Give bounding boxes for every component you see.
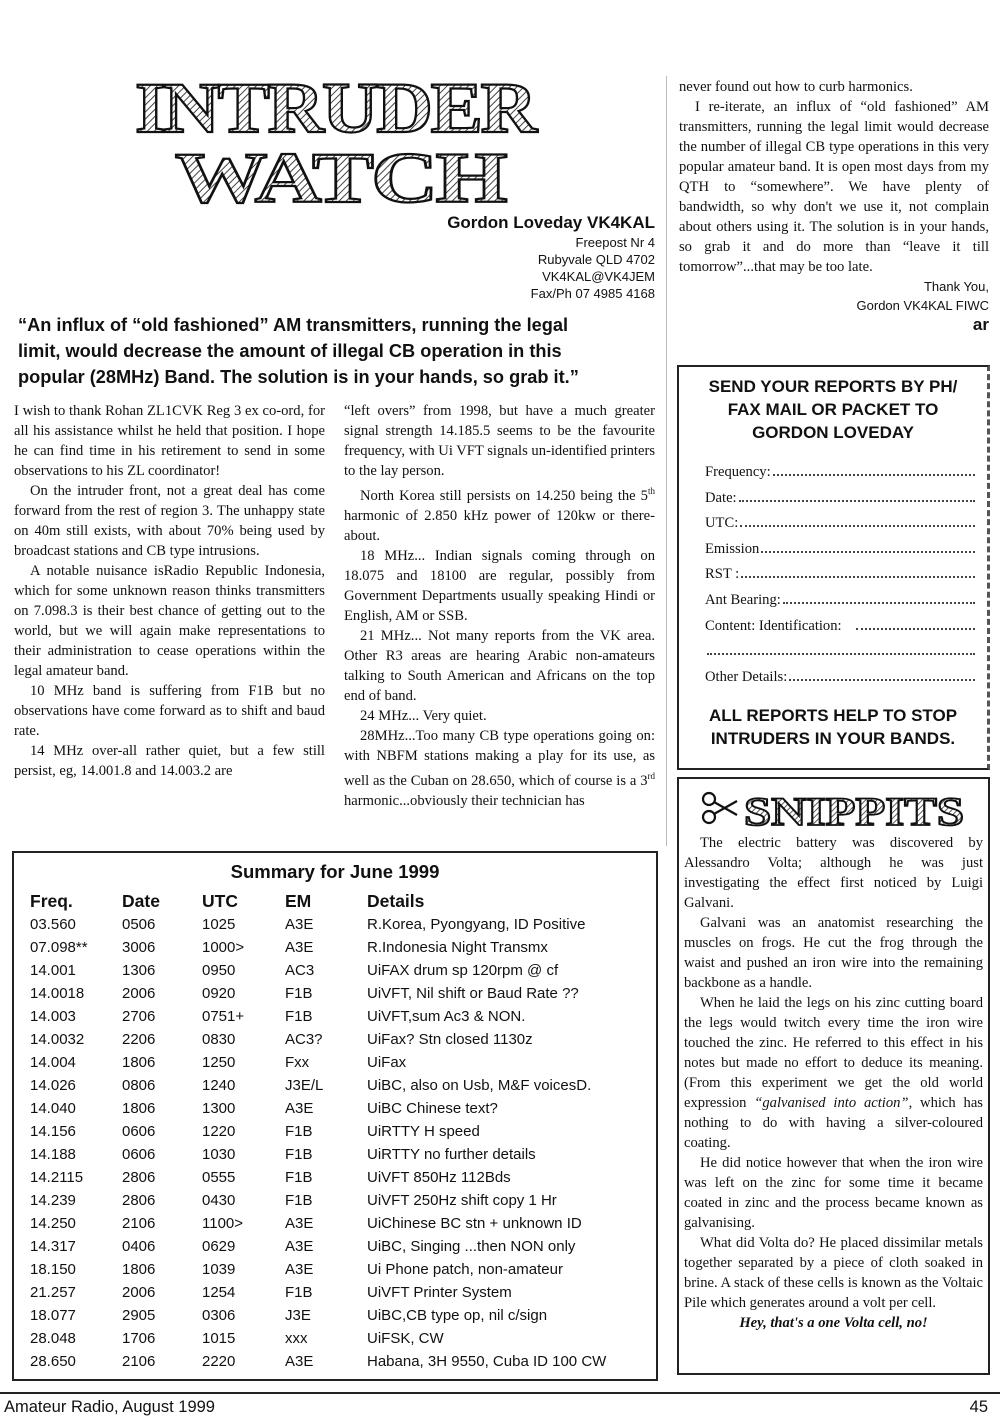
table-cell: F1B xyxy=(285,1169,313,1186)
form-field-frequency: Frequency: xyxy=(705,464,975,490)
snippit-punchline: Hey, that's a one Volta cell, no! xyxy=(739,1315,928,1331)
table-row xyxy=(30,1350,647,1373)
table-row xyxy=(30,1005,647,1028)
article-column-3 xyxy=(679,77,989,335)
article-paragraph: 14 MHz over-all rather quiet, but a few still persist, eg, 14.001.8 and 14.003.2 are xyxy=(14,743,325,779)
table-cell: UiFax xyxy=(367,1054,407,1071)
table-cell: 14.156 xyxy=(30,1123,76,1140)
pull-quote-line: “An influx of “old fashioned” AM transmitters, running the legal xyxy=(18,315,569,335)
table-cell: A3E xyxy=(285,1353,314,1370)
table-row xyxy=(30,1051,647,1074)
table-cell: 0606 xyxy=(122,1123,156,1140)
table-cell: 18.077 xyxy=(30,1307,76,1324)
table-cell: A3E xyxy=(285,1100,314,1117)
table-cell: 03.560 xyxy=(30,916,76,933)
snippits-text xyxy=(684,833,983,1333)
signoff: Gordon VK4KAL FIWC xyxy=(856,298,989,313)
table-cell: UiFAX drum sp 120rpm @ cf xyxy=(367,962,559,979)
summary-table-box xyxy=(12,851,658,1381)
author-block xyxy=(330,212,655,302)
table-row xyxy=(30,1212,647,1235)
column-header: Details xyxy=(367,890,425,911)
table-cell: UiBC,CB type op, nil c/sign xyxy=(367,1307,548,1324)
form-field-other-details: Other Details: xyxy=(705,669,975,695)
table-cell: J3E xyxy=(285,1307,311,1324)
table-cell: UiVFT, Nil shift or Baud Rate ?? xyxy=(367,985,579,1002)
snippit-paragraph: What did Volta do? He placed dissimilar metals together separated by a piece of cloth soaked in brine. A stack of these cells is known as the Voltaic Pile which generates around a volt per cell. xyxy=(684,1235,983,1311)
column-header: UTC xyxy=(202,890,238,911)
table-cell: xxx xyxy=(285,1330,308,1347)
table-cell: UiVFT 250Hz shift copy 1 Hr xyxy=(367,1192,557,1209)
table-row xyxy=(30,1189,647,1212)
table-row xyxy=(30,1097,647,1120)
snippit-paragraph: He did notice however that when the iron wire was left on the zinc for some time it became coated in zinc and the process became known as galvanising. xyxy=(684,1155,983,1231)
table-cell: 14.026 xyxy=(30,1077,76,1094)
table-cell: 0406 xyxy=(122,1238,156,1255)
table-cell: A3E xyxy=(285,916,314,933)
table-row xyxy=(30,1235,647,1258)
table-row xyxy=(30,1304,647,1327)
table-cell: 1706 xyxy=(122,1330,156,1347)
summary-table-body xyxy=(30,913,647,1373)
table-cell: 14.003 xyxy=(30,1008,76,1025)
table-cell: 0920 xyxy=(202,985,236,1002)
column-header: Date xyxy=(122,890,160,911)
table-cell: 1306 xyxy=(122,962,156,979)
table-row xyxy=(30,1028,647,1051)
table-cell: 1039 xyxy=(202,1261,236,1278)
table-cell: 14.250 xyxy=(30,1215,76,1232)
table-cell: UiFSK, CW xyxy=(367,1330,444,1347)
footer-publication: Amateur Radio, August 1999 xyxy=(4,1398,215,1416)
table-cell: 1030 xyxy=(202,1146,236,1163)
pull-quote-line: popular (28MHz) Band. The solution is in your hands, so grab it.” xyxy=(18,367,579,387)
table-cell: 0806 xyxy=(122,1077,156,1094)
report-form-fields xyxy=(705,464,975,694)
table-cell: 1015 xyxy=(202,1330,236,1347)
snippit-paragraph: When he laid the legs on his zinc cutting board the legs would twitch every time the iron wire touched the zinc. He referred to this effect in his notes but made no effort to deduce its meaning. (From this experiment we get the old world expression “galvanised into action”, which has nothing to do with having a silver-coloured coating. xyxy=(684,995,983,1151)
article-paragraph: 10 MHz band is suffering from F1B but no observations have come forward as to shift and baud rate. xyxy=(14,683,325,739)
table-cell: 14.001 xyxy=(30,962,76,979)
table-row xyxy=(30,1281,647,1304)
table-cell: 1806 xyxy=(122,1100,156,1117)
form-field-blank xyxy=(705,643,975,669)
table-cell: 2106 xyxy=(122,1353,156,1370)
column-divider xyxy=(666,76,667,846)
author-name: Gordon Loveday VK4KAL xyxy=(447,213,655,232)
table-cell: 28.048 xyxy=(30,1330,76,1347)
masthead-line1: INTRUDER xyxy=(135,70,539,148)
table-cell: F1B xyxy=(285,1146,313,1163)
snippit-paragraph: The electric battery was discovered by Alessandro Volta; although he was just investigating the effect first noticed by Luigi Galvani. xyxy=(684,835,983,911)
table-row xyxy=(30,913,647,936)
table-cell: Ui Phone patch, non-amateur xyxy=(367,1261,563,1278)
table-cell: 1100> xyxy=(202,1215,244,1232)
table-cell: 1300 xyxy=(202,1100,236,1117)
table-row xyxy=(30,936,647,959)
table-cell: 2220 xyxy=(202,1353,236,1370)
table-cell: UiVFT,sum Ac3 & NON. xyxy=(367,1008,526,1025)
table-cell: 07.098** xyxy=(30,939,88,956)
table-cell: A3E xyxy=(285,939,314,956)
author-email: VK4KAL@VK4JEM xyxy=(542,269,655,284)
table-cell: AC3 xyxy=(285,962,315,979)
table-cell: F1B xyxy=(285,1284,313,1301)
table-cell: 14.317 xyxy=(30,1238,76,1255)
table-cell: 2806 xyxy=(122,1192,156,1209)
table-cell: UiRTTY no further details xyxy=(367,1146,536,1163)
table-cell: 1220 xyxy=(202,1123,236,1140)
author-phone: Fax/Ph 07 4985 4168 xyxy=(530,286,655,301)
table-cell: F1B xyxy=(285,985,313,1002)
table-cell: A3E xyxy=(285,1215,314,1232)
table-header-row xyxy=(30,889,647,913)
article-paragraph: On the intruder front, not a great deal has come forward from the rest of region 3. The unhappy state on 40m still exists, with about 70% being used by broadcast stations and CB type intrusions. xyxy=(14,483,325,559)
table-cell: 2106 xyxy=(122,1215,156,1232)
snippits-box xyxy=(677,777,990,1375)
table-cell: UiFax? Stn closed 1130z xyxy=(367,1031,533,1048)
article-paragraph: “left overs” from 1998, but have a much greater signal strength 14.185.5 seems to be the favourite frequency, with Ui VFT signals un-identified printers to the lay person. xyxy=(344,403,656,479)
table-cell: 3006 xyxy=(122,939,156,956)
article-paragraph: 21 MHz... Not many reports from the VK area. Other R3 areas are hearing Arabic non-amateurs talking to South American and Africans on the top end of band. xyxy=(344,627,655,704)
table-cell: 18.150 xyxy=(30,1261,76,1278)
article-column-2 xyxy=(344,401,655,811)
intruder-watch-masthead xyxy=(130,70,540,210)
column-header: Freq. xyxy=(30,890,73,911)
table-cell: 0306 xyxy=(202,1307,236,1324)
article-paragraph: North Korea still persists on 14.250 being the 5th harmonic of 2.850 kHz power of 120kw or there-about. xyxy=(344,486,655,544)
table-cell: UiVFT Printer System xyxy=(367,1284,512,1301)
table-cell: 1250 xyxy=(202,1054,236,1071)
author-address-line: Freepost Nr 4 xyxy=(575,235,655,250)
table-cell: 2905 xyxy=(122,1307,156,1324)
table-cell: 14.004 xyxy=(30,1054,76,1071)
table-row xyxy=(30,982,647,1005)
table-cell: 14.0032 xyxy=(30,1031,85,1048)
table-cell: 1806 xyxy=(122,1054,156,1071)
footer-rule xyxy=(0,1392,1000,1394)
column-header: EM xyxy=(285,890,312,911)
table-cell: UiRTTY H speed xyxy=(367,1123,480,1140)
form-field-content: Content: Identification: xyxy=(705,618,975,644)
table-cell: 14.188 xyxy=(30,1146,76,1163)
table-cell: UiBC, Singing ...then NON only xyxy=(367,1238,576,1255)
table-cell: 0751+ xyxy=(202,1008,245,1025)
table-cell: 28.650 xyxy=(30,1353,76,1370)
author-address-line: Rubyvale QLD 4702 xyxy=(537,252,655,267)
table-cell: Fxx xyxy=(285,1054,310,1071)
article-paragraph: never found out how to curb harmonics. xyxy=(679,79,913,95)
table-row xyxy=(30,1074,647,1097)
snippit-paragraph: Galvani was an anatomist researching the muscles on frogs. He cut the frog through the waist and pushed an iron wire into the remaining backbone as a handle. xyxy=(684,915,983,991)
table-cell: 14.239 xyxy=(30,1192,76,1209)
table-cell: 2006 xyxy=(122,985,156,1002)
pull-quote-line: limit, would decrease the amount of illegal CB operation in this xyxy=(18,341,562,361)
scissors-icon xyxy=(703,793,737,823)
table-cell: R.Korea, Pyongyang, ID Positive xyxy=(367,916,586,933)
table-cell: Habana, 3H 9550, Cuba ID 100 CW xyxy=(367,1353,607,1370)
table-cell: 0555 xyxy=(202,1169,236,1186)
table-cell: 14.2115 xyxy=(30,1169,84,1186)
form-field-rst: RST : xyxy=(705,566,975,592)
article-paragraph: 18 MHz... Indian signals coming through on 18.075 and 18100 are regular, possibly from Government Departments usually speaking Hindi or English, AM or SSB. xyxy=(344,547,655,624)
table-cell: 0430 xyxy=(202,1192,236,1209)
report-form-heading: SEND YOUR REPORTS BY PH/ FAX MAIL OR PACKET TO GORDON LOVEDAY xyxy=(708,377,958,442)
table-cell: F1B xyxy=(285,1008,313,1025)
form-field-date: Date: xyxy=(705,490,975,516)
table-row xyxy=(30,1166,647,1189)
table-cell: 0606 xyxy=(122,1146,156,1163)
table-cell: J3E/L xyxy=(285,1077,324,1094)
article-paragraph: A notable nuisance isRadio Republic Indonesia, which for some unknown reason thinks transmitters on 7.098.3 is their best chance of getting out to the world, but we will again make representations to their administration to cease operations within the legal amateur band. xyxy=(14,563,325,679)
table-row xyxy=(30,1258,647,1281)
table-cell: 0830 xyxy=(202,1031,236,1048)
table-cell: 1240 xyxy=(202,1077,236,1094)
article-paragraph: 24 MHz... Very quiet. xyxy=(360,707,487,724)
table-cell: R.Indonesia Night Transmx xyxy=(367,939,548,956)
form-field-emission: Emission xyxy=(705,541,975,567)
table-cell: 1806 xyxy=(122,1261,156,1278)
report-form-box xyxy=(677,365,990,770)
article-column-1 xyxy=(14,401,325,781)
table-row xyxy=(30,959,647,982)
form-field-ant-bearing: Ant Bearing: xyxy=(705,592,975,618)
page-number: 45 xyxy=(969,1398,988,1416)
table-cell: 0950 xyxy=(202,962,236,979)
table-cell: UiVFT 850Hz 112Bds xyxy=(367,1169,511,1186)
table-cell: 1025 xyxy=(202,916,236,933)
table-cell: 0629 xyxy=(202,1238,236,1255)
closing-thanks: Thank You, xyxy=(923,279,989,294)
article-paragraph: 28MHz...Too many CB type operations going on: with NBFM stations making a play for its use, as well as the Cuban on 28.650, which of course is a 3rd harmonic...obviously their technician has xyxy=(344,727,655,809)
table-cell: UiBC, also on Usb, M&F voicesD. xyxy=(367,1077,592,1094)
snippits-logo xyxy=(699,785,969,831)
table-cell: 14.0018 xyxy=(30,985,85,1002)
table-cell: 1254 xyxy=(202,1284,236,1301)
table-cell: 2206 xyxy=(122,1031,156,1048)
table-row xyxy=(30,1120,647,1143)
report-form-footer: ALL REPORTS HELP TO STOP INTRUDERS IN YOUR BANDS. xyxy=(708,706,958,749)
masthead-line2: WATCH xyxy=(175,138,507,210)
table-cell: 2806 xyxy=(122,1169,156,1186)
table-cell: 0506 xyxy=(122,916,156,933)
table-cell: F1B xyxy=(285,1123,313,1140)
table-cell: A3E xyxy=(285,1261,314,1278)
end-mark: ar xyxy=(972,315,989,334)
form-field-utc: UTC: xyxy=(705,515,975,541)
summary-table xyxy=(30,889,647,1373)
table-cell: 1000> xyxy=(202,939,245,956)
pull-quote xyxy=(18,312,658,390)
table-cell: 2706 xyxy=(122,1008,156,1025)
table-cell: A3E xyxy=(285,1238,314,1255)
table-row xyxy=(30,1143,647,1166)
table-cell: UiBC Chinese text? xyxy=(367,1100,498,1117)
table-row xyxy=(30,1327,647,1350)
summary-title: Summary for June 1999 xyxy=(230,861,440,882)
article-paragraph: I re-iterate, an influx of “old fashioned” AM transmitters, running the legal limit would decrease the number of illegal CB type operations in this very popular amateur band. It is open most days from my QTH to “somewhere”. We have plenty of bandwidth, so why don't we use it, not complain about others using it. The solution is in your hands, so grab it and do more than “leave it till tomorrow”...that may be too late. xyxy=(679,99,989,275)
table-cell: 21.257 xyxy=(30,1284,76,1301)
article-paragraph: I wish to thank Rohan ZL1CVK Reg 3 ex co-ord, for all his assistance whilst he held that position. I hope he can find time in his retirement to send in some observations to his ZL coordinator! xyxy=(14,403,325,479)
table-cell: 14.040 xyxy=(30,1100,76,1117)
snippits-logo-text: SNIPPITS xyxy=(744,789,964,831)
table-cell: UiChinese BC stn + unknown ID xyxy=(367,1215,582,1232)
table-cell: F1B xyxy=(285,1192,313,1209)
table-cell: AC3? xyxy=(285,1031,323,1048)
table-cell: 2006 xyxy=(122,1284,156,1301)
